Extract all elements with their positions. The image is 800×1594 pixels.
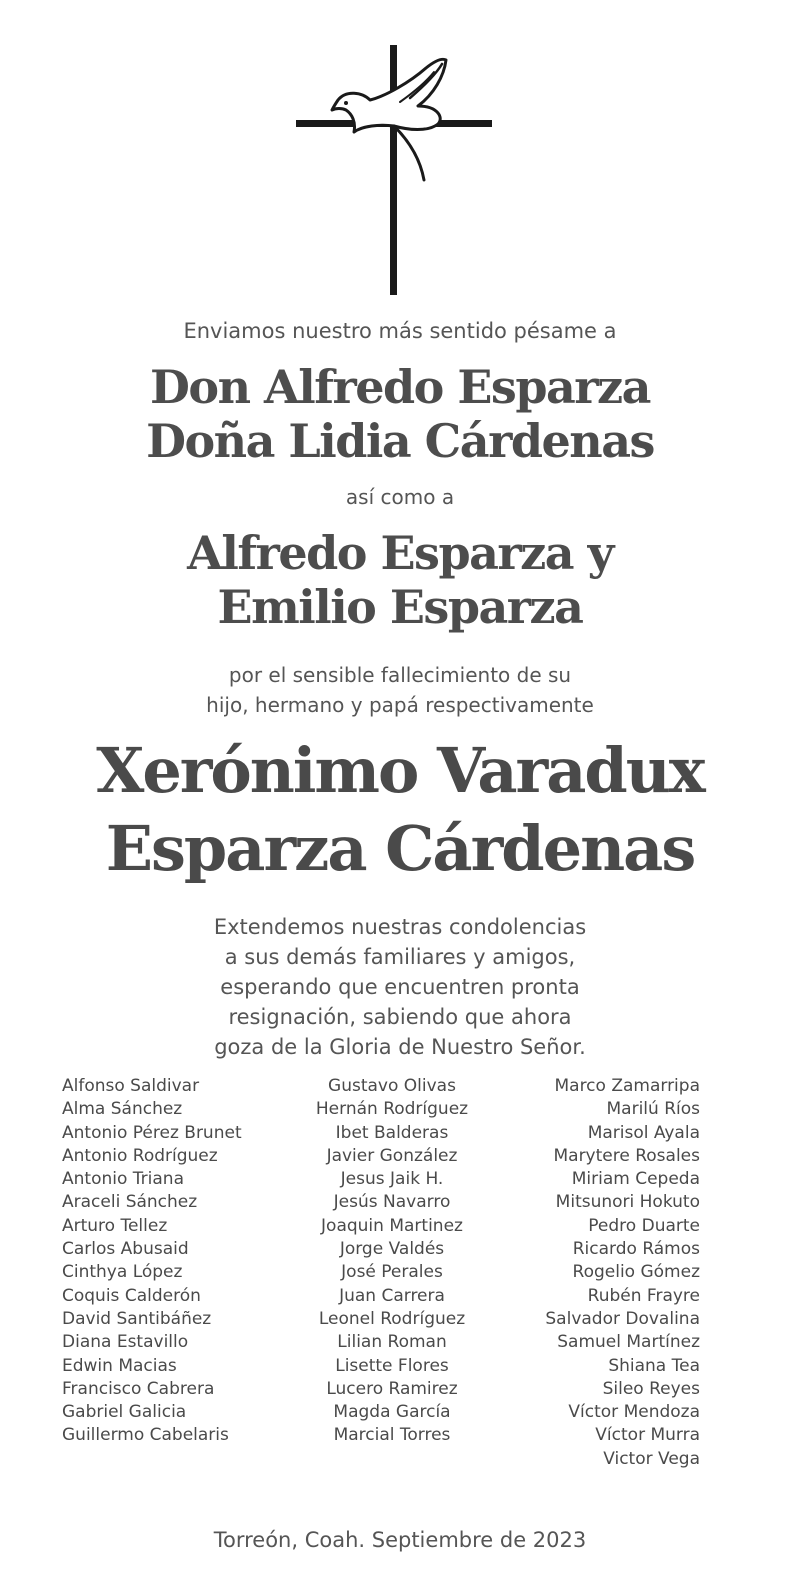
signatory-name: Marisol Ayala bbox=[587, 1122, 700, 1143]
condolence-line: goza de la Gloria de Nuestro Señor. bbox=[214, 1035, 586, 1059]
recipient-name: Doña Lidia Cárdenas bbox=[146, 414, 654, 468]
signatory-name: Shiana Tea bbox=[608, 1355, 700, 1376]
signatory-name: Jorge Valdés bbox=[339, 1239, 445, 1260]
signatory-name: Ricardo Rámos bbox=[572, 1239, 700, 1260]
signatory-name: Hernán Rodríguez bbox=[315, 1099, 469, 1120]
primary-recipients bbox=[0, 360, 800, 468]
signatory-name: Alma Sánchez bbox=[62, 1099, 183, 1120]
signatories-column-1 bbox=[62, 1075, 242, 1448]
condolences-text bbox=[0, 912, 800, 1062]
signatory-name: Juan Carrera bbox=[339, 1285, 445, 1306]
signatories-column-3 bbox=[545, 1075, 700, 1471]
signatory-name: Antonio Rodríguez bbox=[62, 1145, 218, 1166]
signatory-name: Araceli Sánchez bbox=[62, 1192, 198, 1213]
signatory-name: Víctor Murra bbox=[595, 1425, 700, 1446]
recipient-name: Emilio Esparza bbox=[217, 580, 583, 634]
signatory-name: Joaquin Martinez bbox=[321, 1215, 463, 1236]
signatory-name: Francisco Cabrera bbox=[62, 1378, 215, 1399]
deceased-name-line: Xerónimo Varadux bbox=[96, 734, 704, 807]
signatory-name: Gustavo Olivas bbox=[328, 1076, 456, 1096]
signatory-name: Carlos Abusaid bbox=[62, 1239, 189, 1260]
signatory-name: Mitsunori Hokuto bbox=[555, 1192, 700, 1213]
footer-place-date: Torreón, Coah. Septiembre de 2023 bbox=[213, 1528, 587, 1552]
signatory-name: Victor Vega bbox=[603, 1448, 700, 1469]
signatory-name: Guillermo Cabelaris bbox=[62, 1425, 229, 1446]
condolence-line: a sus demás familiares y amigos, bbox=[224, 945, 576, 969]
signatory-name: Samuel Martínez bbox=[557, 1332, 700, 1353]
signatory-name: Alfonso Saldivar bbox=[62, 1076, 200, 1096]
signatory-name: Sileo Reyes bbox=[602, 1378, 700, 1399]
signatory-name: Leonel Rodríguez bbox=[318, 1308, 466, 1329]
recipient-name: Don Alfredo Esparza bbox=[150, 360, 650, 414]
signatory-name: Víctor Mendoza bbox=[568, 1402, 700, 1423]
reason-text bbox=[0, 660, 800, 720]
condolence-line: resignación, sabiendo que ahora bbox=[228, 1005, 572, 1029]
signatory-name: Arturo Tellez bbox=[62, 1215, 168, 1236]
signatory-name: Coquis Calderón bbox=[62, 1285, 201, 1306]
signatory-name: Javier González bbox=[326, 1145, 458, 1166]
recipient-name: Alfredo Esparza y bbox=[187, 526, 613, 580]
signatory-name: Diana Estavillo bbox=[62, 1332, 189, 1353]
intro-text: Enviamos nuestro más sentido pésame a bbox=[183, 319, 617, 343]
condolence-line: Extendemos nuestras condolencias bbox=[213, 915, 587, 939]
signatory-name: Marilú Ríos bbox=[606, 1099, 700, 1120]
signatory-name: Lucero Ramirez bbox=[326, 1378, 458, 1399]
signatory-name: Magda García bbox=[333, 1402, 451, 1423]
signatory-name: José Perales bbox=[341, 1262, 443, 1283]
signatory-name: Marco Zamarripa bbox=[554, 1076, 700, 1096]
signatory-name: Lilian Roman bbox=[337, 1332, 447, 1353]
signatory-name: Ibet Balderas bbox=[335, 1122, 449, 1143]
reason-line: por el sensible fallecimiento de su bbox=[228, 663, 572, 687]
signatory-name: Rubén Frayre bbox=[587, 1285, 700, 1306]
cross-with-dove-icon bbox=[290, 40, 500, 302]
condolence-line: esperando que encuentren pronta bbox=[220, 975, 580, 999]
signatory-name: Marcial Torres bbox=[333, 1425, 451, 1446]
signatory-name: Jesús Navarro bbox=[333, 1192, 451, 1213]
deceased-name-line: Esparza Cárdenas bbox=[105, 812, 695, 885]
signatory-name: Lisette Flores bbox=[335, 1355, 449, 1376]
secondary-recipients bbox=[0, 526, 800, 634]
signatory-name: Cinthya López bbox=[62, 1262, 183, 1283]
signatory-name: David Santibáñez bbox=[62, 1308, 212, 1329]
signatory-name: Jesus Jaik H. bbox=[340, 1169, 444, 1190]
reason-line: hijo, hermano y papá respectivamente bbox=[206, 693, 594, 717]
signatories-column-2 bbox=[292, 1075, 492, 1448]
signatory-name: Pedro Duarte bbox=[588, 1215, 700, 1236]
signatory-name: Antonio Triana bbox=[62, 1169, 184, 1190]
asi-como-text: así como a bbox=[345, 485, 455, 509]
signatory-name: Marytere Rosales bbox=[553, 1145, 700, 1166]
signatory-name: Miriam Cepeda bbox=[571, 1169, 700, 1190]
signatory-name: Rogelio Gómez bbox=[572, 1262, 700, 1283]
signatory-name: Edwin Macias bbox=[62, 1355, 177, 1376]
signatory-name: Gabriel Galicia bbox=[62, 1402, 187, 1423]
deceased-name bbox=[0, 732, 800, 888]
signatory-name: Antonio Pérez Brunet bbox=[62, 1122, 242, 1143]
signatory-name: Salvador Dovalina bbox=[545, 1308, 700, 1329]
